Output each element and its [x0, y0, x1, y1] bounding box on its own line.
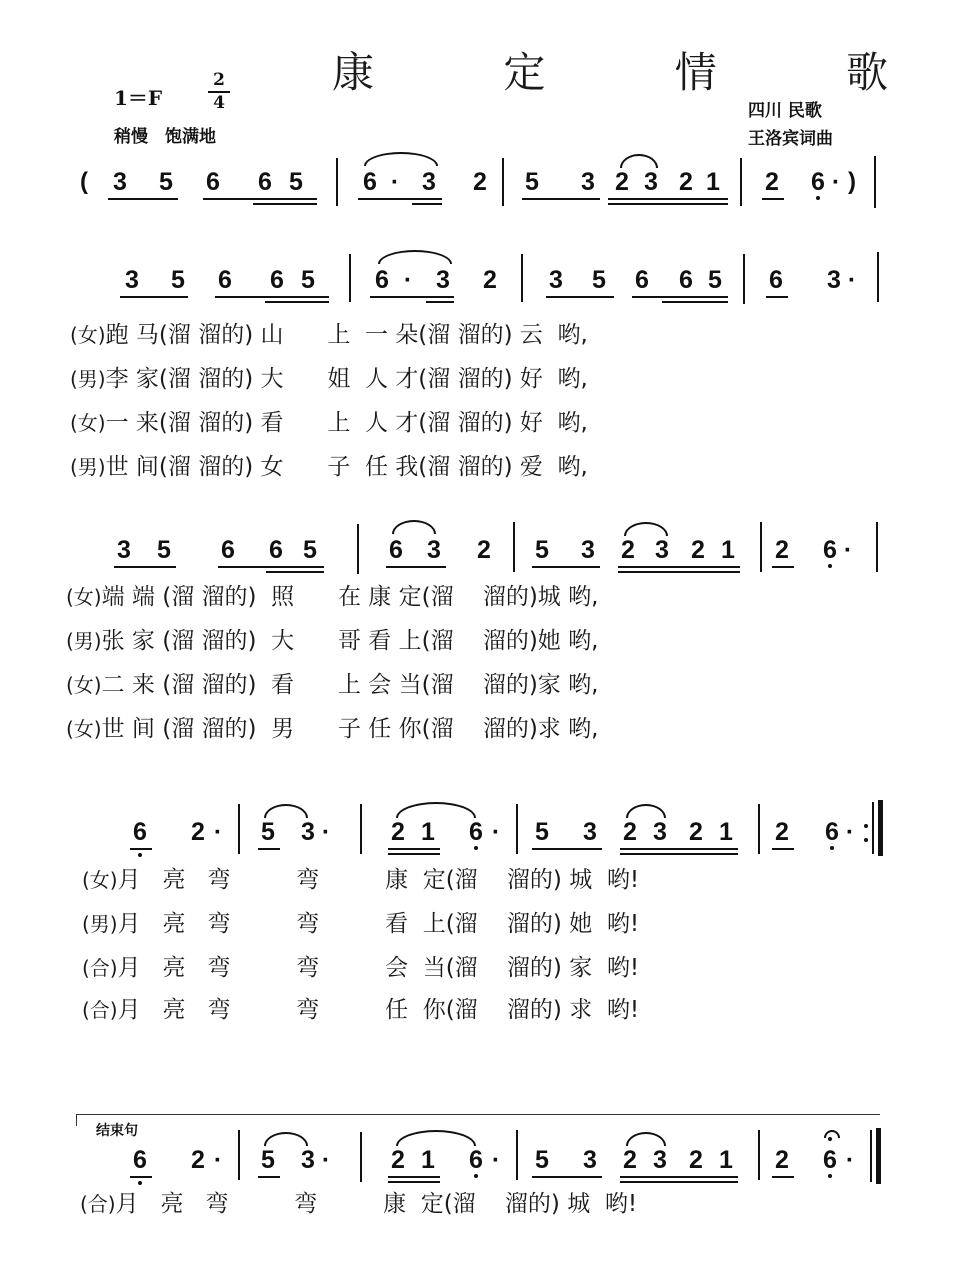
bar-line	[238, 1130, 240, 1180]
note: 6	[825, 818, 839, 846]
bar-line	[516, 1130, 518, 1180]
augmentation-dot: ·	[845, 1146, 855, 1174]
lyric-row	[66, 583, 598, 611]
underline	[203, 198, 317, 200]
note: 5	[592, 266, 606, 294]
voice-label: (女)	[70, 323, 106, 347]
note: 1	[421, 818, 435, 846]
bar-line	[357, 524, 359, 574]
augmentation-dot: ·	[213, 1146, 223, 1174]
note: 6	[375, 266, 389, 294]
bar-line	[502, 158, 504, 206]
repeat-bar-line	[872, 802, 874, 854]
augmentation-dot: ·	[390, 168, 400, 196]
voice-label: (合)	[80, 1192, 116, 1216]
underline	[358, 198, 442, 200]
note: 2	[391, 1146, 405, 1174]
lyric-row	[66, 671, 598, 699]
final-bar-line-thick	[876, 1128, 881, 1184]
slur	[264, 804, 308, 818]
note: 3	[655, 536, 669, 564]
time-signature-numerator: 2	[208, 70, 230, 93]
note: 5	[303, 536, 317, 564]
bar-line	[740, 158, 742, 206]
underline	[772, 848, 794, 850]
lyric-row	[82, 954, 639, 982]
low-octave-dot	[474, 1174, 478, 1178]
note: 6	[269, 536, 283, 564]
key-signature: 1＝F	[114, 86, 163, 110]
underline	[546, 296, 614, 298]
note: 5	[261, 818, 275, 846]
lyric-text: 张 家 (溜 溜的) 大 哥 看 上(溜 溜的)她 哟,	[101, 628, 599, 654]
coda-bracket-line	[76, 1114, 880, 1115]
note: 2	[775, 536, 789, 564]
lyric-text: 月 亮 弯 弯 会 当(溜 溜的) 家 哟!	[117, 955, 640, 981]
note: 6	[769, 266, 783, 294]
bar-line	[360, 1132, 362, 1182]
note: 5	[525, 168, 539, 196]
bar-line	[238, 804, 240, 854]
note: 6	[389, 536, 403, 564]
underline	[618, 571, 740, 573]
lyric-text: 二 来 (溜 溜的) 看 上 会 当(溜 溜的)家 哟,	[101, 672, 599, 698]
underline	[388, 1181, 440, 1183]
note: 3	[581, 168, 595, 196]
note: 6	[133, 1146, 147, 1174]
low-octave-dot	[138, 1181, 142, 1185]
underline	[532, 566, 600, 568]
note: 3	[117, 536, 131, 564]
voice-label: (男)	[70, 367, 106, 391]
underline	[258, 1176, 280, 1178]
underline	[620, 853, 738, 855]
note: 2	[615, 168, 629, 196]
low-octave-dot	[828, 564, 832, 568]
voice-label: (男)	[66, 629, 102, 653]
underline	[618, 566, 740, 568]
bar-line	[336, 158, 338, 206]
underline	[130, 848, 152, 850]
bar-line	[760, 522, 762, 572]
bar-line	[758, 1130, 760, 1180]
note: 5	[708, 266, 722, 294]
note: 6	[270, 266, 284, 294]
bar-line	[874, 156, 876, 208]
lyric-row	[70, 365, 588, 393]
augmentation-dot: ·	[491, 1146, 501, 1174]
lyric-text: 李 家(溜 溜的) 大 姐 人 才(溜 溜的) 好 哟,	[105, 366, 588, 392]
note: 6	[823, 1146, 837, 1174]
slur	[392, 520, 436, 534]
note: 6	[206, 168, 220, 196]
note: 2	[775, 818, 789, 846]
underline	[386, 566, 446, 568]
note: 3	[827, 266, 841, 294]
note: 5	[289, 168, 303, 196]
note: 3	[436, 266, 450, 294]
underline	[120, 296, 188, 298]
slur	[396, 1130, 476, 1146]
note: 5	[301, 266, 315, 294]
voice-label: (合)	[82, 956, 118, 980]
note: 3	[301, 818, 315, 846]
underline	[620, 1176, 738, 1178]
slur	[624, 522, 668, 536]
note: 2	[689, 818, 703, 846]
note: 1	[719, 818, 733, 846]
augmentation-dot: ·	[491, 818, 501, 846]
underline	[772, 1176, 794, 1178]
note: 5	[535, 818, 549, 846]
lyric-row	[82, 866, 639, 894]
note: 6	[218, 266, 232, 294]
voice-label: (女)	[70, 411, 106, 435]
note: 5	[159, 168, 173, 196]
note: 6	[679, 266, 693, 294]
lyric-row	[70, 409, 588, 437]
underline	[388, 853, 440, 855]
lyric-text: 月 亮 弯 弯 任 你(溜 溜的) 求 哟!	[117, 997, 640, 1023]
note: 3	[583, 818, 597, 846]
bar-line	[516, 804, 518, 854]
note: 3	[653, 818, 667, 846]
augmentation-dot: ·	[847, 266, 857, 294]
bar-line	[349, 254, 351, 302]
slur	[396, 802, 476, 818]
underline	[766, 296, 788, 298]
slur	[378, 250, 452, 264]
note: 6	[258, 168, 272, 196]
note: 6	[635, 266, 649, 294]
underline	[130, 1176, 152, 1178]
intro-close-paren: )	[848, 168, 856, 195]
note: 2	[473, 168, 487, 196]
voice-label: (女)	[66, 717, 102, 741]
voice-label: (男)	[70, 455, 106, 479]
underline	[632, 296, 728, 298]
lyric-text: 世 间(溜 溜的) 女 子 任 我(溜 溜的) 爱 哟,	[105, 454, 588, 480]
underline	[215, 296, 329, 298]
underline	[608, 203, 728, 205]
lyric-row	[70, 453, 588, 481]
underline	[532, 1176, 602, 1178]
time-signature-denominator: 4	[213, 93, 225, 113]
bar-line	[876, 522, 878, 572]
underline	[108, 198, 178, 200]
underline	[388, 848, 440, 850]
lyric-text: 月 亮 弯 弯 康 定(溜 溜的) 城 哟!	[115, 1191, 638, 1217]
underline	[388, 1176, 440, 1178]
note: 2	[691, 536, 705, 564]
note: 3	[125, 266, 139, 294]
bar-line	[743, 254, 745, 304]
augmentation-dot: ·	[321, 1146, 331, 1174]
note: 5	[535, 536, 549, 564]
coda-label: 结束句	[96, 1123, 138, 1139]
underline	[662, 301, 728, 303]
slur	[364, 152, 438, 166]
note: 2	[765, 168, 779, 196]
bar-line	[513, 522, 515, 572]
augmentation-dot: ·	[213, 818, 223, 846]
note: 2	[191, 1146, 205, 1174]
augmentation-dot: ·	[403, 266, 413, 294]
lyric-text: 端 端 (溜 溜的) 照 在 康 定(溜 溜的)城 哟,	[101, 584, 599, 610]
final-bar-line	[870, 1130, 872, 1182]
note: 5	[171, 266, 185, 294]
repeat-dot	[864, 824, 868, 828]
low-octave-dot	[138, 853, 142, 857]
slur	[626, 1132, 666, 1146]
fermata-dot	[828, 1137, 832, 1141]
note: 3	[581, 536, 595, 564]
augmentation-dot: ·	[845, 818, 855, 846]
augmentation-dot: ·	[831, 168, 841, 196]
underline	[266, 571, 324, 573]
slur	[264, 1132, 308, 1146]
note: 2	[391, 818, 405, 846]
note: 3	[427, 536, 441, 564]
song-arranger: 王洛宾词曲	[748, 129, 833, 149]
note: 2	[679, 168, 693, 196]
slur	[626, 804, 666, 818]
coda-bracket-tick	[76, 1114, 77, 1126]
low-octave-dot	[830, 846, 834, 850]
repeat-dot	[864, 838, 868, 842]
note: 3	[583, 1146, 597, 1174]
low-octave-dot	[816, 196, 820, 200]
underline	[762, 198, 784, 200]
note: 5	[535, 1146, 549, 1174]
note: 2	[483, 266, 497, 294]
song-title: 康 定 情 歌	[332, 48, 947, 97]
lyric-row	[82, 996, 639, 1024]
lyric-row	[70, 321, 588, 349]
underline	[620, 848, 738, 850]
underline	[412, 203, 442, 205]
underline	[426, 301, 454, 303]
underline	[620, 1181, 738, 1183]
note: 6	[221, 536, 235, 564]
lyric-text: 世 间 (溜 溜的) 男 子 任 你(溜 溜的)求 哟,	[101, 716, 599, 742]
repeat-bar-line-thick	[878, 800, 883, 856]
underline	[532, 848, 602, 850]
underline	[608, 198, 728, 200]
note: 1	[721, 536, 735, 564]
note: 6	[469, 818, 483, 846]
note: 3	[549, 266, 563, 294]
note: 6	[823, 536, 837, 564]
voice-label: (女)	[66, 673, 102, 697]
note: 5	[157, 536, 171, 564]
intro-open-paren: (	[80, 168, 88, 195]
note: 3	[113, 168, 127, 196]
underline	[265, 301, 329, 303]
bar-line	[877, 252, 879, 302]
slur	[620, 154, 658, 168]
underline	[218, 566, 324, 568]
note: 2	[477, 536, 491, 564]
lyric-row	[82, 910, 639, 938]
lyric-text: 月 亮 弯 弯 康 定(溜 溜的) 城 哟!	[117, 867, 640, 893]
note: 2	[621, 536, 635, 564]
lyric-row	[66, 627, 598, 655]
lyric-text: 月 亮 弯 弯 看 上(溜 溜的) 她 哟!	[117, 911, 640, 937]
note: 6	[133, 818, 147, 846]
fermata-icon	[824, 1130, 840, 1138]
augmentation-dot: ·	[843, 536, 853, 564]
time-signature	[208, 70, 230, 113]
note: 3	[301, 1146, 315, 1174]
underline	[258, 848, 280, 850]
note: 2	[191, 818, 205, 846]
note: 2	[623, 818, 637, 846]
voice-label: (合)	[82, 998, 118, 1022]
bar-line	[521, 254, 523, 302]
note: 6	[363, 168, 377, 196]
note: 2	[775, 1146, 789, 1174]
underline	[772, 566, 794, 568]
lyric-text: 跑 马(溜 溜的) 山 上 一 朵(溜 溜的) 云 哟,	[105, 322, 588, 348]
underline	[370, 296, 454, 298]
note: 5	[261, 1146, 275, 1174]
note: 3	[422, 168, 436, 196]
note: 6	[469, 1146, 483, 1174]
note: 6	[811, 168, 825, 196]
underline	[253, 203, 317, 205]
underline	[114, 566, 176, 568]
note: 2	[689, 1146, 703, 1174]
bar-line	[758, 804, 760, 854]
augmentation-dot: ·	[321, 818, 331, 846]
note: 1	[706, 168, 720, 196]
low-octave-dot	[828, 1174, 832, 1178]
lyric-row	[80, 1190, 637, 1218]
voice-label: (女)	[66, 585, 102, 609]
note: 1	[719, 1146, 733, 1174]
bar-line	[360, 804, 362, 854]
note: 3	[653, 1146, 667, 1174]
tempo-marking: 稍慢 饱满地	[114, 127, 216, 147]
note: 2	[623, 1146, 637, 1174]
voice-label: (女)	[82, 868, 118, 892]
low-octave-dot	[474, 846, 478, 850]
song-origin: 四川 民歌	[748, 101, 822, 121]
note: 3	[644, 168, 658, 196]
voice-label: (男)	[82, 912, 118, 936]
note: 1	[421, 1146, 435, 1174]
underline	[522, 198, 600, 200]
lyric-row	[66, 715, 598, 743]
lyric-text: 一 来(溜 溜的) 看 上 人 才(溜 溜的) 好 哟,	[105, 410, 588, 436]
